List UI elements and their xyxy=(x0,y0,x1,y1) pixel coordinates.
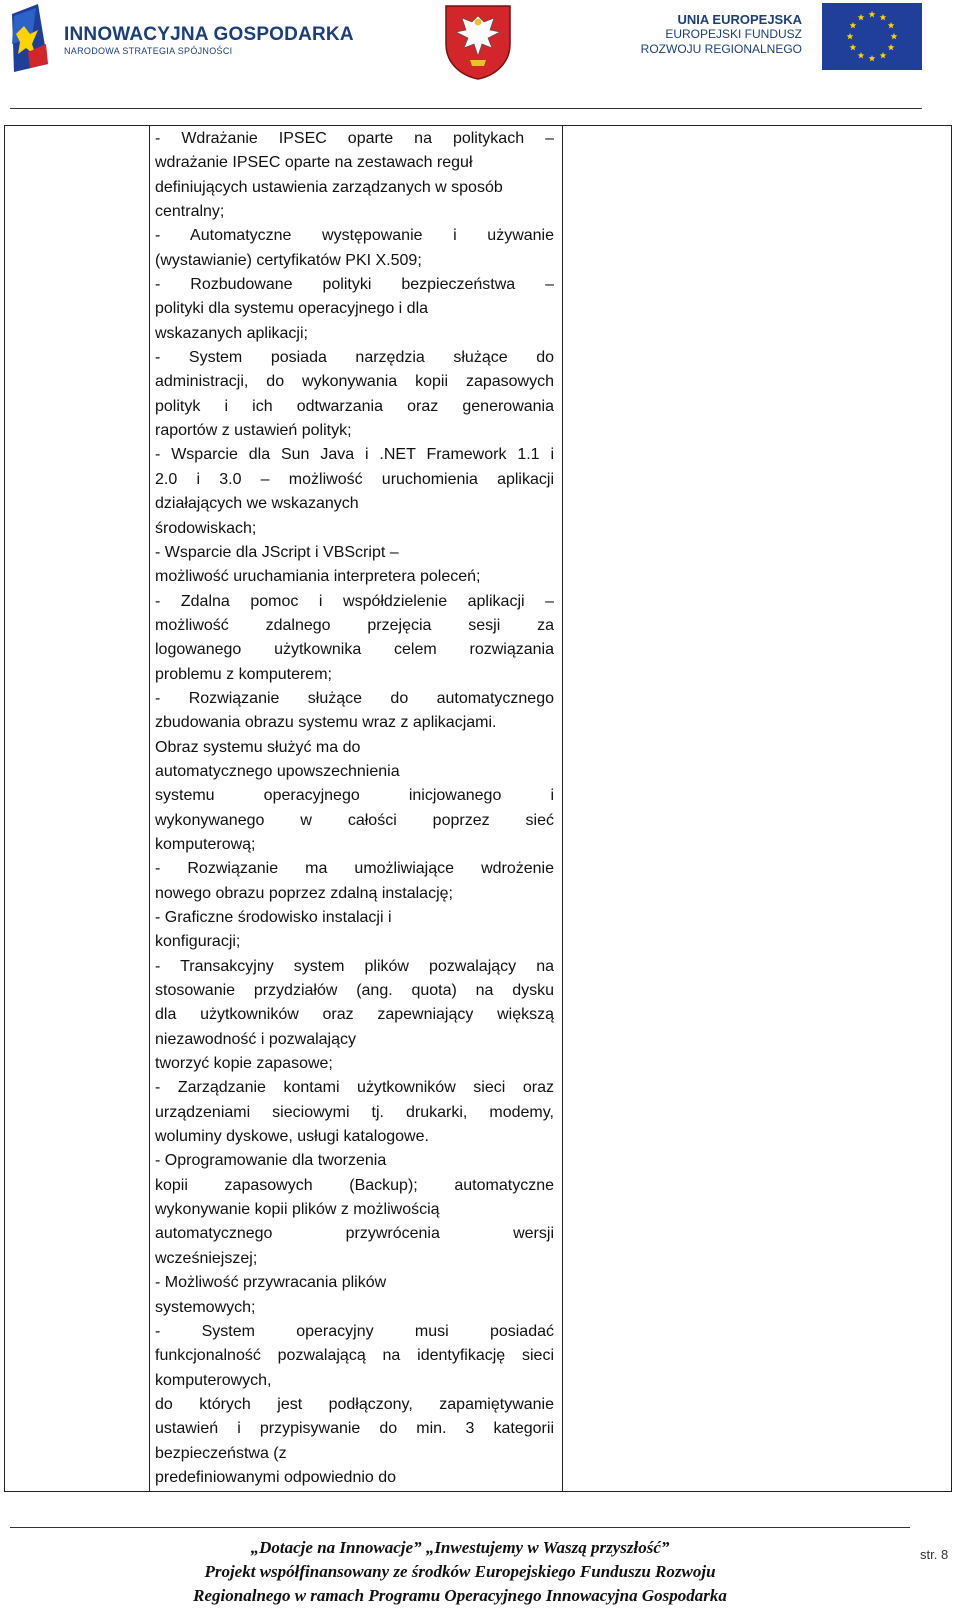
spec-line: (wystawianie) certyfikatów PKI X.509; xyxy=(155,251,422,269)
spec-line: automatycznego przywrócenia wersji xyxy=(155,1225,554,1243)
page-header xyxy=(0,0,960,110)
innowacyjna-gospodarka-logo-icon xyxy=(10,4,50,72)
spec-line: - Oprogramowanie dla tworzenia xyxy=(155,1152,387,1170)
spec-line: polityki dla systemu operacyjnego i dla xyxy=(155,300,429,318)
spec-line: komputerowych, xyxy=(155,1371,272,1389)
eu-text xyxy=(641,12,802,57)
spec-line: ustawień i przypisywanie do min. 3 kategorii xyxy=(155,1420,554,1438)
innowacyjna-gospodarka-text xyxy=(64,24,354,57)
spec-line: - System posiada narzędzia służące do xyxy=(155,349,554,367)
spec-line: dla użytkowników oraz zapewniający większą xyxy=(155,1006,554,1024)
spec-line: zbudowania obrazu systemu wraz z aplikacjami. xyxy=(155,714,497,732)
footer-line-2: Projekt współfinansowany ze środków Europejskiego Funduszu Rozwoju xyxy=(204,1562,716,1581)
spec-line: - Rozbudowane polityki bezpieczeństwa – xyxy=(155,276,554,294)
spec-line: wykonywanie kopii plików z możliwością xyxy=(155,1201,440,1219)
spec-line: woluminy dyskowe, usługi katalogowe. xyxy=(155,1128,429,1146)
footer-divider xyxy=(10,1527,910,1528)
spec-line: urządzeniami sieciowymi tj. drukarki, modemy, xyxy=(155,1103,554,1121)
ig-subtitle: NARODOWA STRATEGIA SPÓJNOŚCI xyxy=(64,46,233,56)
spec-line: - Transakcyjny system plików pozwalający na xyxy=(155,957,554,975)
spec-line: niezawodność i pozwalający xyxy=(155,1030,356,1048)
table-column-divider xyxy=(562,125,563,1492)
eu-line3: ROZWOJU REGIONALNEGO xyxy=(640,42,802,56)
spec-line: bezpieczeństwa (z xyxy=(155,1444,287,1462)
spec-line: - Wsparcie dla Sun Java i .NET Framework 1.1 i xyxy=(155,446,554,464)
spec-line: działających we wskazanych xyxy=(155,495,359,513)
eu-title: UNIA EUROPEJSKA xyxy=(677,12,802,27)
spec-line: wcześniejszej; xyxy=(155,1249,258,1267)
spec-line: systemu operacyjnego inicjowanego i xyxy=(155,787,554,805)
spec-line: systemowych; xyxy=(155,1298,256,1316)
spec-line: stosowanie przydziałów (ang. quota) na dysku xyxy=(155,982,554,1000)
spec-line: do których jest podłączony, zapamiętywanie xyxy=(155,1395,554,1413)
eu-flag-icon xyxy=(822,3,922,70)
footer-line-1: „Dotacje na Innowacje” „Inwestujemy w Waszą przyszłość” xyxy=(250,1538,670,1557)
spec-line: 2.0 i 3.0 – możliwość uruchomienia aplikacji xyxy=(155,470,554,488)
spec-line: - Graficzne środowisko instalacji i xyxy=(155,909,392,926)
spec-line: - Wdrażanie IPSEC oparte na politykach – xyxy=(155,130,554,147)
spec-line: Obraz systemu służyć ma do xyxy=(155,738,361,756)
spec-line: nowego obrazu poprzez zdalną instalację; xyxy=(155,884,453,902)
spec-line: administracji, do wykonywania kopii zapasowych xyxy=(155,373,554,391)
spec-line: możliwość zdalnego przejęcia sesji za xyxy=(155,616,554,634)
spec-line: wykonywanego w całości poprzez sieć xyxy=(155,811,554,829)
spec-line: - System operacyjny musi posiadać xyxy=(155,1322,554,1340)
spec-line: - Rozwiązanie ma umożliwiające wdrożenie xyxy=(155,860,554,878)
table-column-divider xyxy=(149,125,150,1492)
page-footer xyxy=(120,1536,800,1608)
spec-line: raportów z ustawień polityk; xyxy=(155,422,352,440)
spec-line: polityk i ich odtwarzania oraz generowania xyxy=(155,397,554,415)
spec-line: predefiniowanymi odpowiednio do xyxy=(155,1468,397,1486)
eu-line2: EUROPEJSKI FUNDUSZ xyxy=(665,27,802,41)
spec-line: komputerową; xyxy=(155,835,256,853)
footer-line-3: Regionalnego w ramach Programu Operacyjnego Innowacyjna Gospodarka xyxy=(193,1586,727,1605)
spec-line: - Automatyczne występowanie i używanie xyxy=(155,227,554,245)
spec-line: konfiguracji; xyxy=(155,933,241,951)
spec-line: funkcjonalność pozwalającą na identyfikację sieci xyxy=(155,1347,554,1365)
spec-line: kopii zapasowych (Backup); automatyczne xyxy=(155,1176,554,1194)
spec-line: logowanego użytkownika celem rozwiązania xyxy=(155,641,554,659)
spec-line: automatycznego upowszechnienia xyxy=(155,762,400,780)
spec-line: problemu z komputerem; xyxy=(155,665,332,683)
wielkopolska-crest-icon xyxy=(444,4,512,80)
ig-title: INNOWACYJNA GOSPODARKA xyxy=(64,24,354,45)
spec-line: wdrażanie IPSEC oparte na zestawach reguł xyxy=(155,154,473,172)
spec-line: tworzyć kopie zapasowe; xyxy=(155,1055,333,1073)
spec-line: środowiskach; xyxy=(155,519,257,537)
spec-line: definiujących ustawienia zarządzanych w sposób xyxy=(155,178,503,196)
spec-line: - Zarządzanie kontami użytkowników sieci oraz xyxy=(155,1079,554,1097)
page-number: str. 8 xyxy=(920,1547,949,1562)
spec-line: możliwość uruchamiania interpretera poleceń; xyxy=(155,568,481,586)
spec-line: - Wsparcie dla JScript i VBScript – xyxy=(155,543,399,561)
spec-line: - Możliwość przywracania plików xyxy=(155,1274,387,1292)
spec-line: wskazanych aplikacji; xyxy=(155,324,308,342)
spec-text-cell xyxy=(155,127,554,1490)
spec-line: centralny; xyxy=(155,203,225,221)
spec-line: - Rozwiązanie służące do automatycznego xyxy=(155,689,554,707)
spec-line: - Zdalna pomoc i współdzielenie aplikacji – xyxy=(155,592,554,610)
header-divider xyxy=(10,108,922,109)
